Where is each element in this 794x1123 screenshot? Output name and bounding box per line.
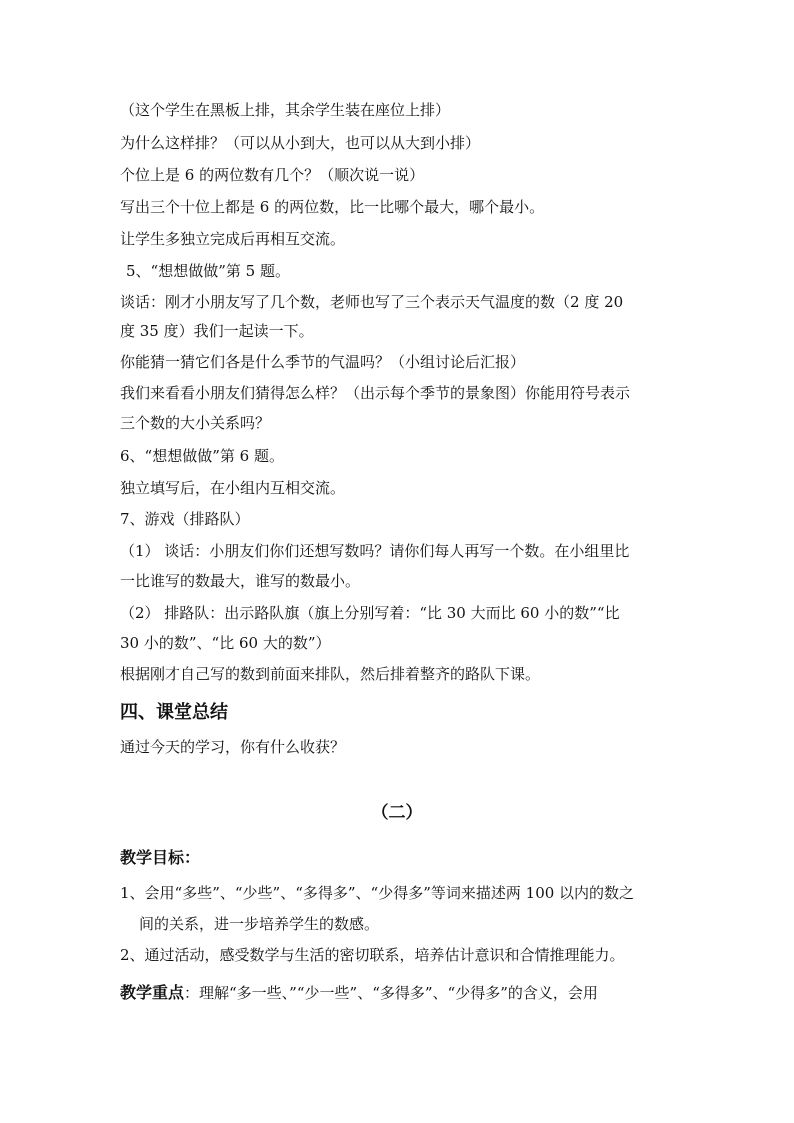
text-line-11: 三个数的大小关系吗？ bbox=[120, 414, 271, 432]
focus-text: ：理解“多一些、”“少一些”、“多得多”、“少得多”的含义，会用 bbox=[184, 984, 598, 1002]
part-2-heading: （二） bbox=[371, 803, 423, 823]
section-4-text: 通过今天的学习，你有什么收获？ bbox=[120, 738, 346, 756]
goal-line-3: 2、通过活动，感受数学与生活的密切联系，培养估计意识和合情推理能力。 bbox=[120, 946, 625, 964]
focus-line bbox=[120, 984, 598, 1002]
text-line-10: 我们来看看小朋友们猜得怎么样？（出示每个季节的景象图）你能用符号表示 bbox=[120, 384, 631, 402]
text-line-18: 30 小的数”、“比 60 大的数”） bbox=[120, 634, 331, 652]
text-line-19: 根据刚才自己写的数到前面来排队，然后排着整齐的路队下课。 bbox=[120, 665, 541, 683]
text-line-3: 个位上是 6 的两位数有几个？（顺次说一说） bbox=[120, 166, 425, 184]
goal-line-2: 间的关系，进一步培养学生的数感。 bbox=[139, 915, 380, 933]
text-line-7: 谈话：刚才小朋友写了几个数，老师也写了三个表示天气温度的数（2 度 20 bbox=[120, 293, 624, 311]
text-line-1: （这个学生在黑板上排，其余学生装在座位上排） bbox=[120, 101, 451, 119]
text-line-17: （2） 排路队：出示路队旗（旗上分别写着：“比 30 大而比 60 小的数”“比 bbox=[120, 604, 620, 622]
text-line-5: 让学生多独立完成后再相互交流。 bbox=[120, 230, 346, 248]
text-line-6: 5、“想想做做”第 5 题。 bbox=[126, 262, 290, 280]
text-line-4: 写出三个十位上都是 6 的两位数，比一比哪个最大，哪个最小。 bbox=[120, 198, 545, 216]
text-line-2: 为什么这样排？（可以从小到大，也可以从大到小排） bbox=[120, 134, 481, 152]
section-4-heading: 四、课堂总结 bbox=[120, 702, 228, 723]
text-line-15: （1） 谈话：小朋友们你们还想写数吗？请你们每人再写一个数。在小组里比 bbox=[120, 542, 630, 560]
text-line-16: 一比谁写的数最大，谁写的数最小。 bbox=[120, 572, 361, 590]
text-line-13: 独立填写后，在小组内互相交流。 bbox=[120, 479, 346, 497]
text-line-8: 度 35 度）我们一起读一下。 bbox=[120, 322, 314, 340]
text-line-9: 你能猜一猜它们各是什么季节的气温吗？（小组讨论后汇报） bbox=[120, 353, 526, 371]
focus-label: 教学重点 bbox=[120, 983, 185, 1002]
goals-heading: 教学目标： bbox=[120, 848, 201, 867]
text-line-12: 6、“想想做做”第 6 题。 bbox=[120, 447, 284, 465]
text-line-14: 7、游戏（排路队） bbox=[120, 510, 250, 528]
goal-line-1: 1、会用“多些”、“少些”、“多得多”、“少得多”等词来描述两 100 以内的数之 bbox=[120, 884, 635, 902]
